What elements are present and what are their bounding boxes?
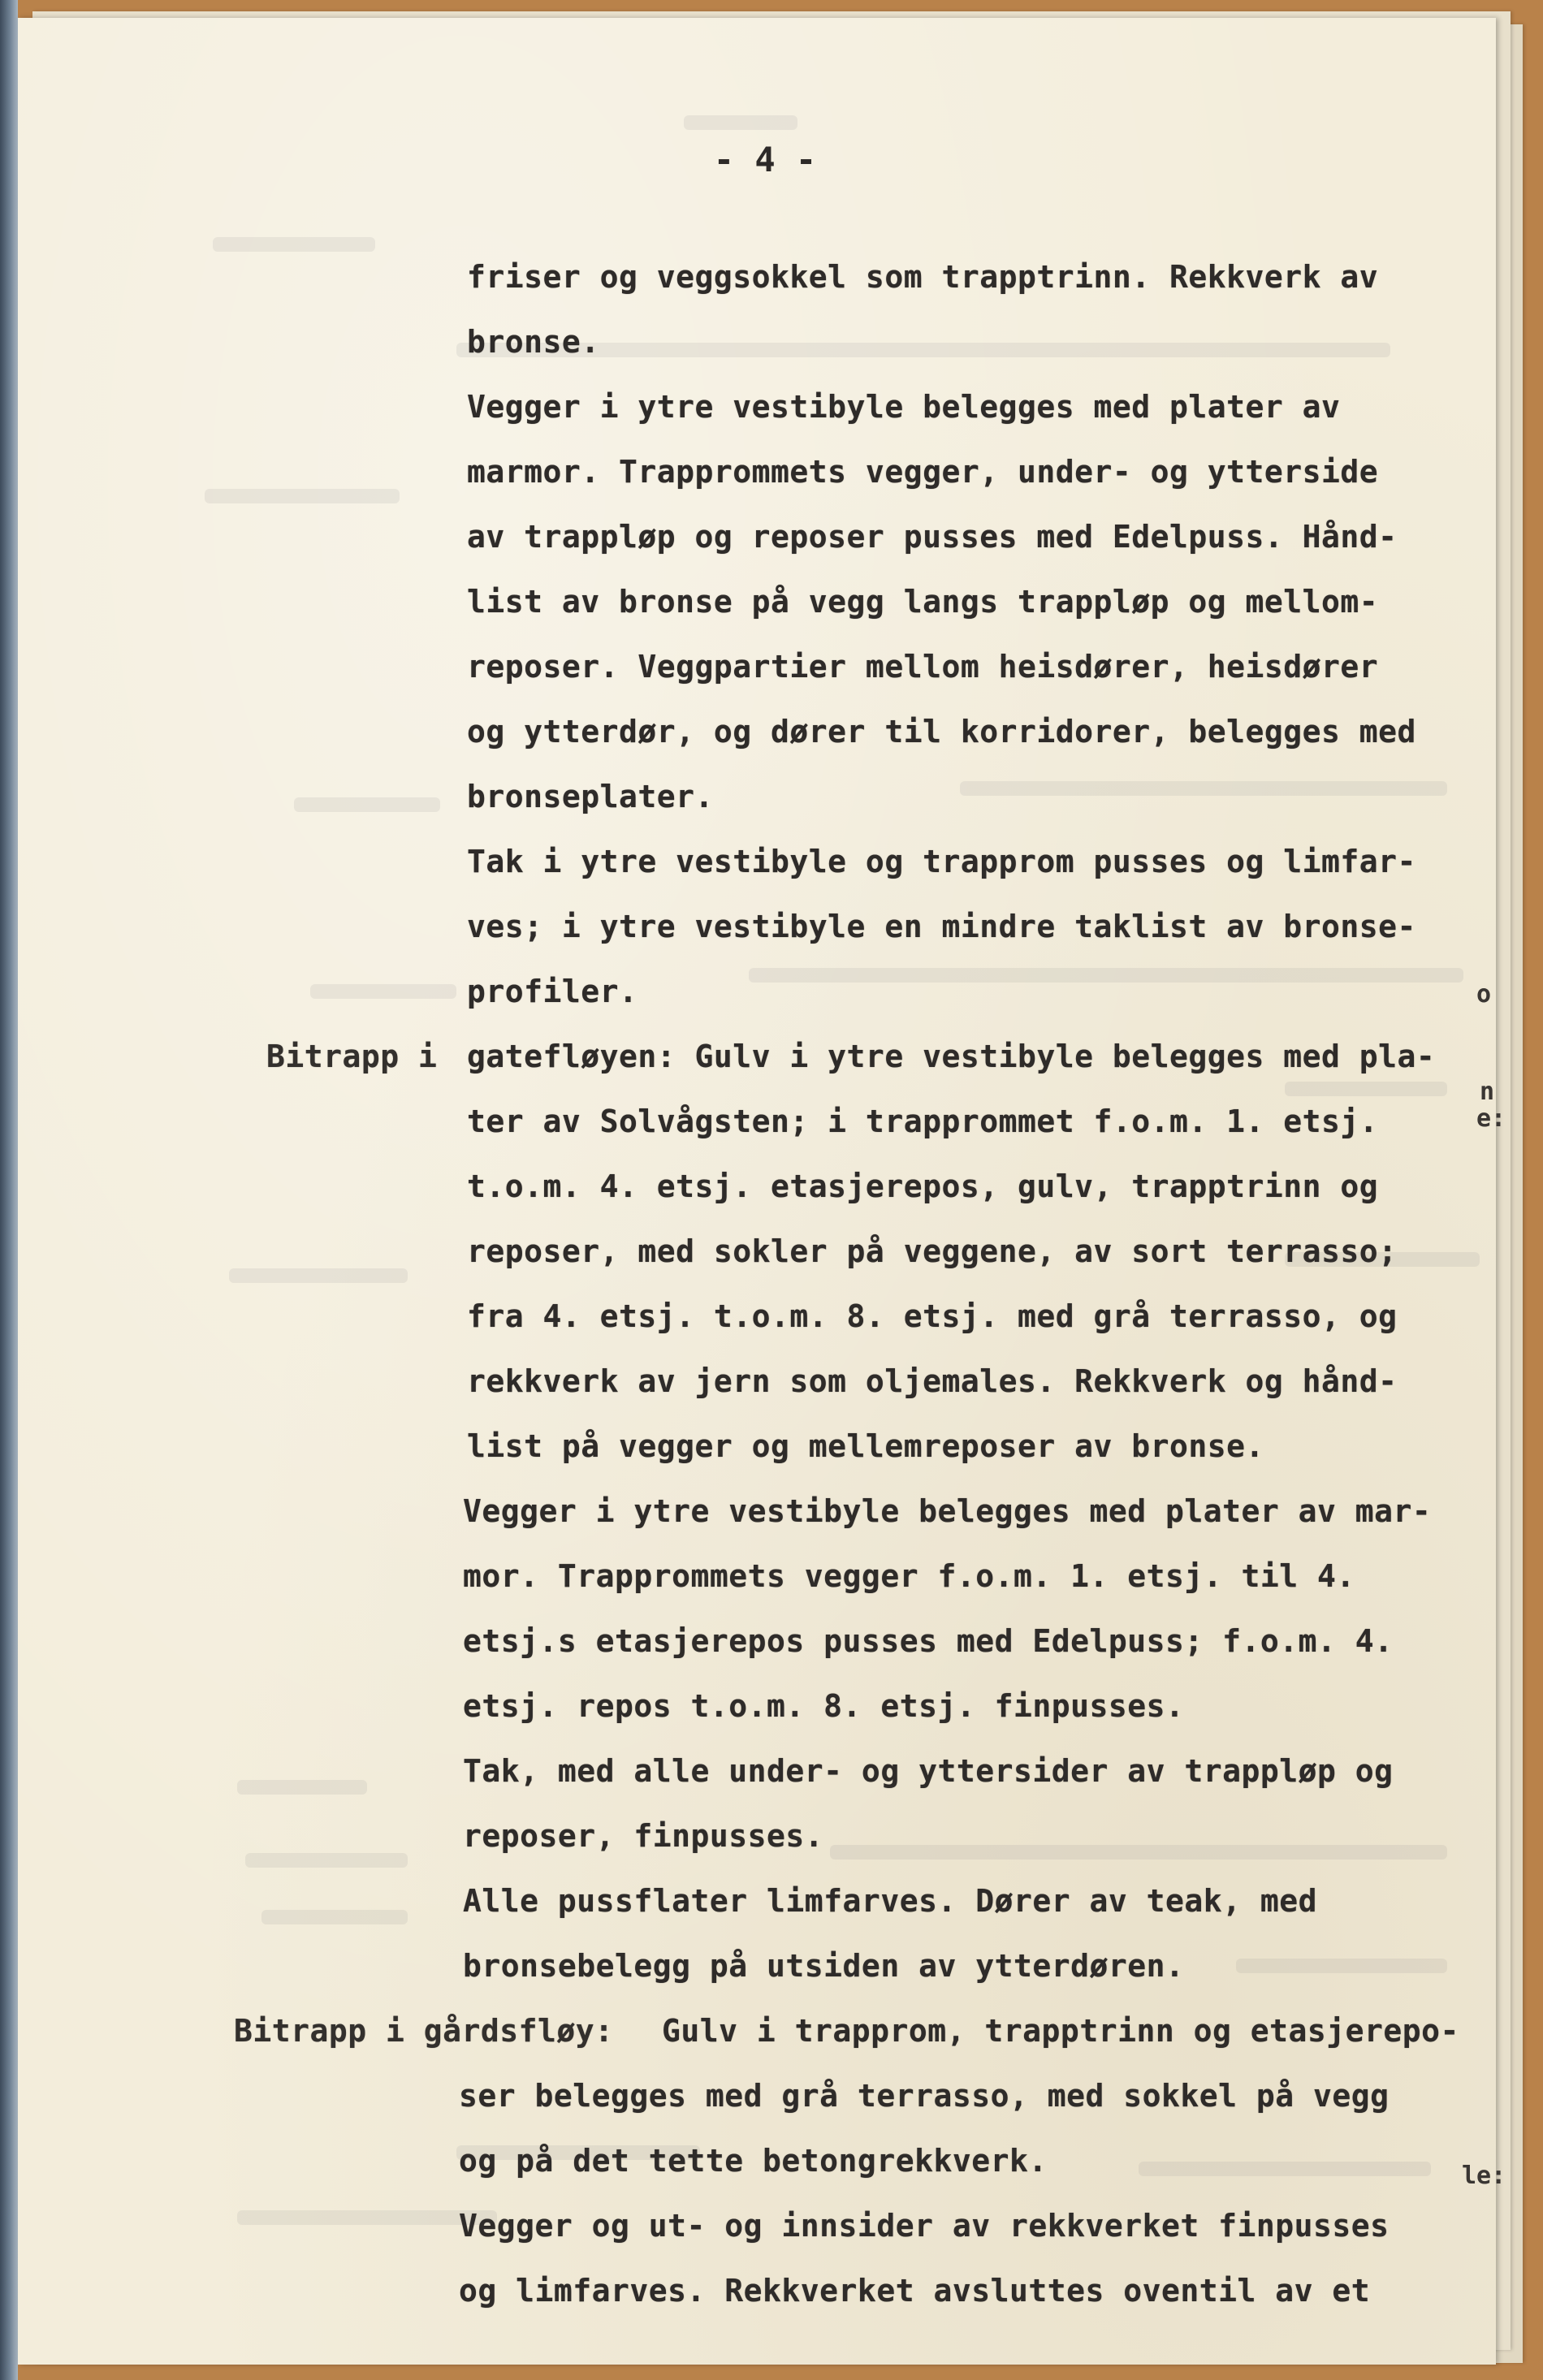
edge-character: e:	[1476, 1104, 1506, 1133]
text-line: list av bronse på vegg langs trappløp og mellom-	[467, 584, 1379, 620]
text-line: list på vegger og mellemreposer av bronse.	[467, 1428, 1264, 1464]
text-line: Tak, med alle under- og yttersider av trappløp og	[463, 1753, 1394, 1789]
binder-edge	[0, 0, 18, 2380]
text-line: rekkverk av jern som oljemales. Rekkverk og hånd-	[467, 1363, 1398, 1399]
text-line: Alle pussflater limfarves. Dører av teak, med	[463, 1883, 1318, 1919]
text-line: etsj.s etasjerepos pusses med Edelpuss; f.o.m. 4.	[463, 1623, 1394, 1659]
text-line: Tak i ytre vestibyle og trapprom pusses og limfar-	[467, 844, 1416, 879]
text-line: profiler.	[467, 974, 638, 1009]
text-line: Gulv i trapprom, trapptrinn og etasjerepo-	[662, 2013, 1459, 2049]
document-page	[18, 18, 1506, 2365]
text-line: reposer, finpusses.	[463, 1818, 824, 1854]
text-line: Vegger i ytre vestibyle belegges med plater av mar-	[463, 1493, 1432, 1529]
text-line: Vegger og ut- og innsider av rekkverket finpusses	[459, 2208, 1390, 2244]
text-line: bronsebelegg på utsiden av ytterdøren.	[463, 1948, 1185, 1984]
text-line: av trappløp og reposer pusses med Edelpuss. Hånd-	[467, 519, 1398, 555]
text-line: reposer. Veggpartier mellom heisdører, heisdører	[467, 649, 1379, 685]
text-line: fra 4. etsj. t.o.m. 8. etsj. med grå terrasso, og	[467, 1298, 1398, 1334]
edge-character: le:	[1462, 2162, 1506, 2190]
text-line: reposer, med sokler på veggene, av sort terrasso;	[467, 1233, 1398, 1269]
edge-character: n	[1480, 1078, 1495, 1106]
text-line: og på det tette betongrekkverk.	[459, 2143, 1048, 2179]
text-line: gatefløyen: Gulv i ytre vestibyle belegges med pla-	[467, 1039, 1436, 1074]
edge-character: o	[1476, 980, 1492, 1009]
text-line: etsj. repos t.o.m. 8. etsj. finpusses.	[463, 1688, 1185, 1724]
text-line: bronseplater.	[467, 779, 714, 814]
text-line: t.o.m. 4. etsj. etasjerepos, gulv, trapptrinn og	[467, 1168, 1379, 1204]
text-line: og ytterdør, og dører til korridorer, belegges med	[467, 714, 1416, 749]
text-line: marmor. Trapprommets vegger, under- og ytterside	[467, 454, 1379, 490]
text-line: ter av Solvågsten; i trapprommet f.o.m. 1. etsj.	[467, 1104, 1379, 1139]
margin-label-bitrapp-gate: Bitrapp i	[266, 1039, 438, 1074]
text-line: ves; i ytre vestibyle en mindre taklist av bronse-	[467, 909, 1416, 944]
text-line: Vegger i ytre vestibyle belegges med plater av	[467, 389, 1341, 425]
text-line: friser og veggsokkel som trapptrinn. Rekkverk av	[467, 259, 1379, 295]
text-line: mor. Trapprommets vegger f.o.m. 1. etsj. til 4.	[463, 1558, 1355, 1594]
page-number: - 4 -	[713, 140, 817, 179]
text-line: ser belegges med grå terrasso, med sokkel på vegg	[459, 2078, 1390, 2114]
text-line: bronse.	[467, 324, 600, 360]
margin-label-bitrapp-gard: Bitrapp i gårdsfløy:	[234, 2013, 614, 2049]
text-line: og limfarves. Rekkverket avsluttes oventil av et	[459, 2273, 1371, 2309]
